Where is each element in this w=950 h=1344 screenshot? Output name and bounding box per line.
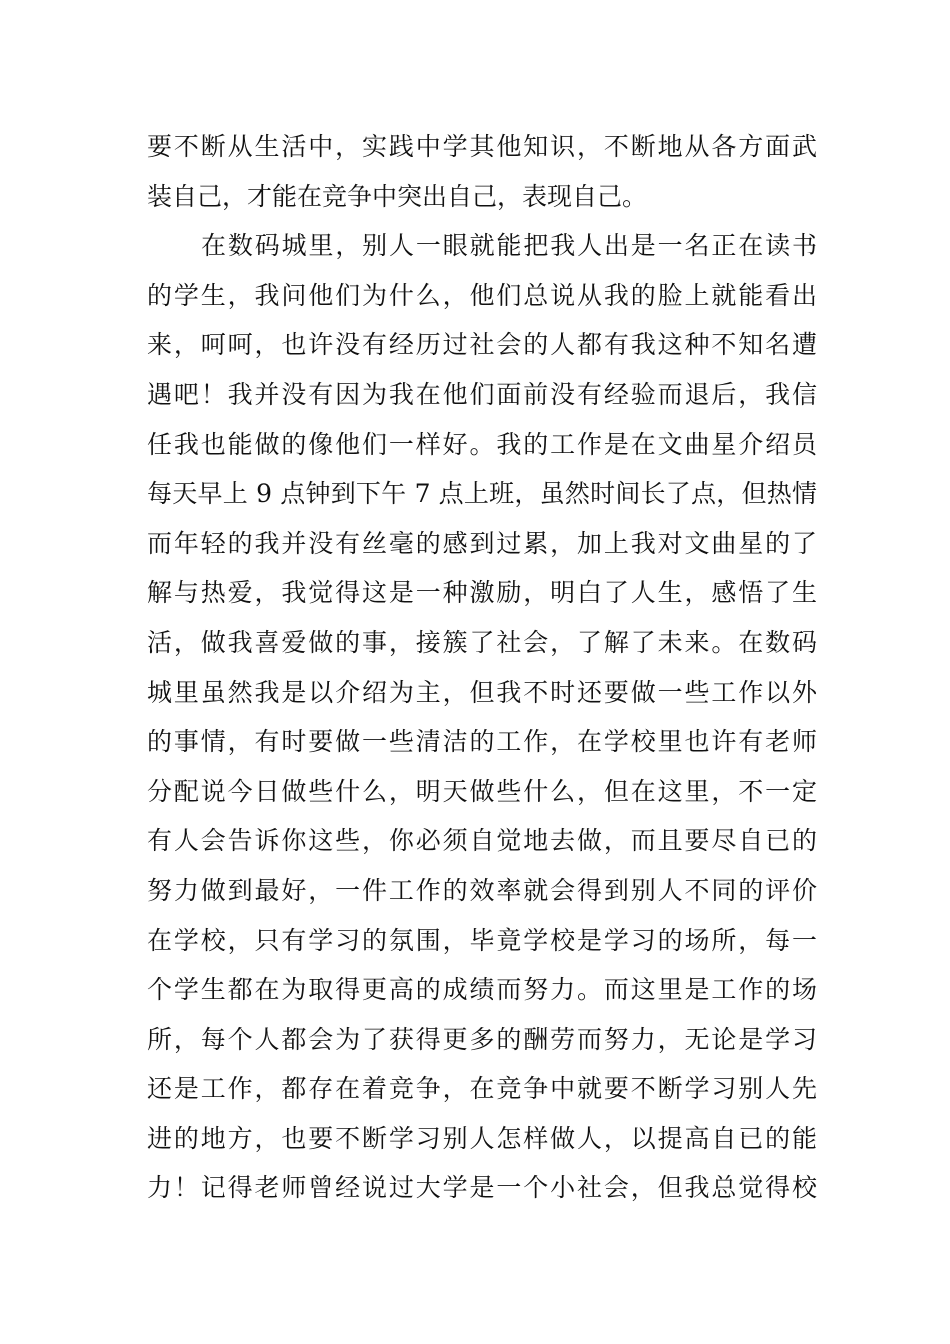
text-line: 的事情，有时要做一些清洁的工作，在学校里也许有老师 xyxy=(147,727,817,757)
text-line: 进的地方，也要不断学习别人怎样做人，以提高自已的能 xyxy=(147,1123,817,1153)
text-line: 而年轻的我并没有丝毫的感到过累，加上我对文曲星的了 xyxy=(147,528,817,558)
text-line: 遇吧！我并没有因为我在他们面前没有经验而退后，我信 xyxy=(147,379,817,409)
body-text xyxy=(147,122,817,1213)
text-line: 努力做到最好，一件工作的效率就会得到别人不同的评价 xyxy=(147,875,817,905)
text-line: 解与热爱，我觉得这是一种激励，明白了人生，感悟了生 xyxy=(147,578,817,608)
text-line: 有人会告诉你这些，你必须自觉地去做，而且要尽自已的 xyxy=(147,826,817,856)
text-line: 在数码城里，别人一眼就能把我人出是一名正在读书 xyxy=(201,231,817,261)
text-line: 个学生都在为取得更高的成绩而努力。而这里是工作的场 xyxy=(147,975,817,1005)
text-line: 所，每个人都会为了获得更多的酬劳而努力，无论是学习 xyxy=(147,1024,817,1054)
text-line: 分配说今日做些什么，明天做些什么，但在这里，不一定 xyxy=(147,776,817,806)
text-line: 力！记得老师曾经说过大学是一个小社会，但我总觉得校 xyxy=(147,1173,817,1203)
text-line: 还是工作，都存在着竞争，在竞争中就要不断学习别人先 xyxy=(147,1074,817,1104)
text-line: 来，呵呵，也许没有经历过社会的人都有我这种不知名遭 xyxy=(147,330,817,360)
text-line: 城里虽然我是以介绍为主，但我不时还要做一些工作以外 xyxy=(147,677,817,707)
text-line: 要不断从生活中，实践中学其他知识，不断地从各方面武 xyxy=(147,132,817,161)
text-line: 每天早上 9 点钟到下午 7 点上班，虽然时间长了点，但热情 xyxy=(147,479,817,509)
text-line: 装自己，才能在竞争中突出自己，表现自己。 xyxy=(147,181,648,211)
text-line: 的学生，我问他们为什么，他们总说从我的脸上就能看出 xyxy=(147,280,817,310)
text-line: 活，做我喜爱做的事，接簇了社会，了解了未来。在数码 xyxy=(147,627,817,657)
text-line: 在学校，只有学习的氛围，毕竟学校是学习的场所，每一 xyxy=(147,925,817,955)
text-line: 任我也能做的像他们一样好。我的工作是在文曲星介绍员 xyxy=(147,429,817,459)
